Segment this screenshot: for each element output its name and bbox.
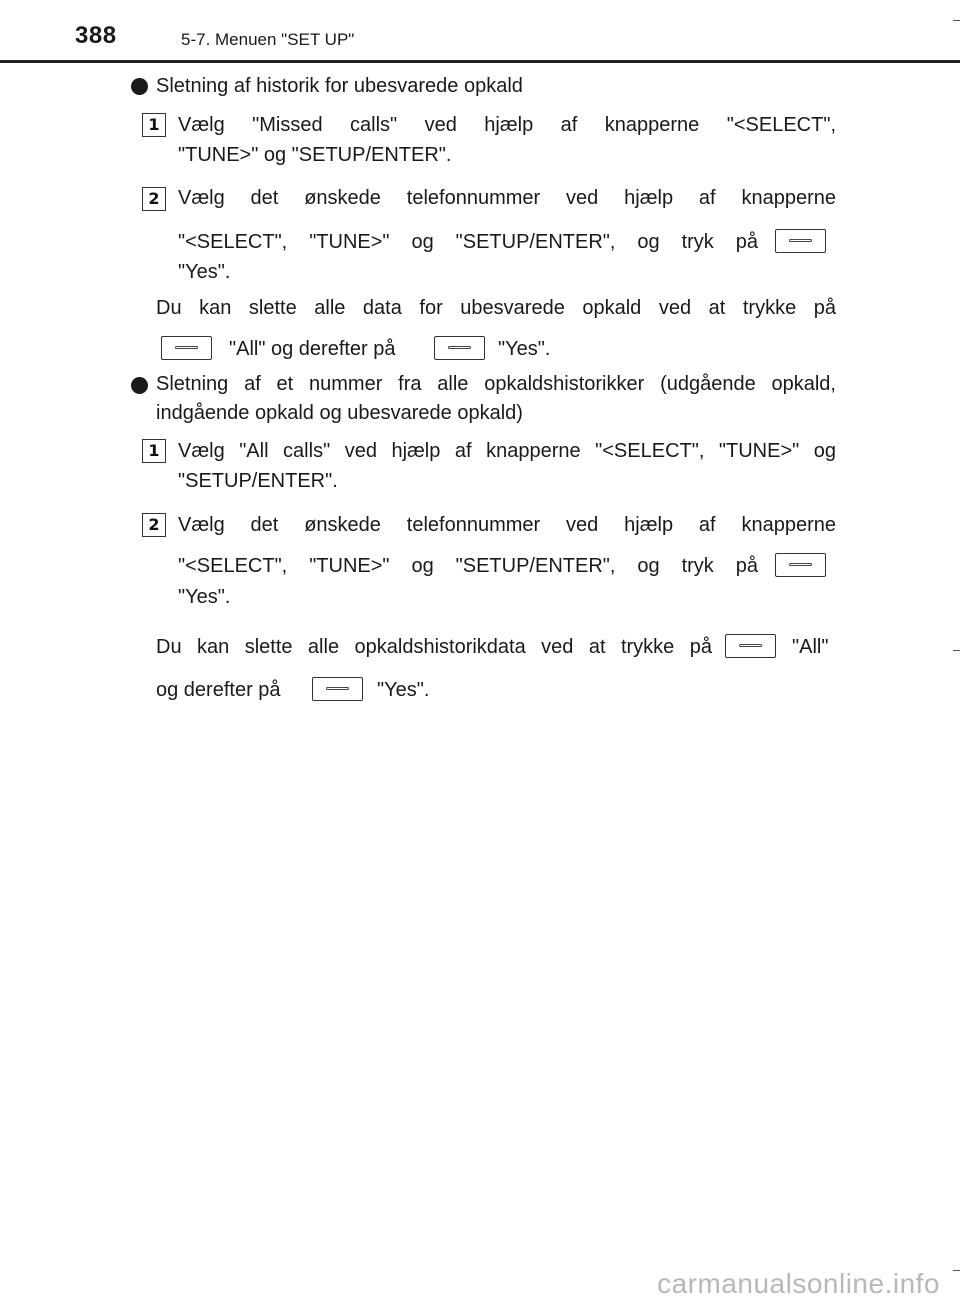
step-text: "Yes".: [178, 261, 231, 283]
step-number-badge: 1: [142, 113, 166, 137]
screen-button-icon: [161, 336, 212, 360]
note-text: "All": [792, 636, 829, 658]
step-text: Vælg det ønskede telefonnummer ved hjælp af knapperne: [178, 514, 836, 536]
screen-button-icon: [312, 677, 363, 701]
screen-button-icon: [775, 229, 826, 253]
screen-button-icon: [775, 553, 826, 577]
bullet-icon: [131, 377, 148, 394]
step-text: "<SELECT", "TUNE>" og "SETUP/ENTER", og tryk på: [178, 555, 758, 577]
step-text: Vælg det ønskede telefonnummer ved hjælp af knapperne: [178, 187, 836, 209]
note-text: "All" og derefter på: [229, 338, 396, 360]
note-text: Du kan slette alle opkaldshistorikdata ved at trykke på: [156, 636, 712, 658]
section-heading: Sletning af et nummer fra alle opkaldshistorikker (udgående opkald,: [156, 373, 836, 395]
step-text: Vælg "Missed calls" ved hjælp af knapperne "<SELECT",: [178, 114, 836, 136]
note-text: og derefter på: [156, 679, 281, 701]
section-heading: Sletning af historik for ubesvarede opkald: [156, 75, 523, 97]
margin-tick: [953, 1270, 960, 1271]
step-number-badge: 1: [142, 439, 166, 463]
note-text: "Yes".: [498, 338, 551, 360]
step-text: "TUNE>" og "SETUP/ENTER".: [178, 144, 452, 166]
screen-button-icon: [434, 336, 485, 360]
step-number-badge: 2: [142, 187, 166, 211]
bullet-icon: [131, 78, 148, 95]
step-number-badge: 2: [142, 513, 166, 537]
step-text: "<SELECT", "TUNE>" og "SETUP/ENTER", og tryk på: [178, 231, 758, 253]
page-number: 388: [75, 22, 117, 49]
step-text: "SETUP/ENTER".: [178, 470, 338, 492]
header-rule: [0, 60, 960, 63]
note-text: Du kan slette alle data for ubesvarede opkald ved at trykke på: [156, 297, 836, 319]
note-text: "Yes".: [377, 679, 430, 701]
section-title: 5-7. Menuen "SET UP": [181, 30, 355, 49]
margin-tick: [953, 650, 960, 651]
step-text: "Yes".: [178, 586, 231, 608]
section-heading: indgående opkald og ubesvarede opkald): [156, 402, 523, 424]
margin-tick: [953, 20, 960, 21]
screen-button-icon: [725, 634, 776, 658]
step-text: Vælg "All calls" ved hjælp af knapperne "<SELECT", "TUNE>" og: [178, 440, 836, 462]
watermark: carmanualsonline.info: [657, 1268, 940, 1299]
